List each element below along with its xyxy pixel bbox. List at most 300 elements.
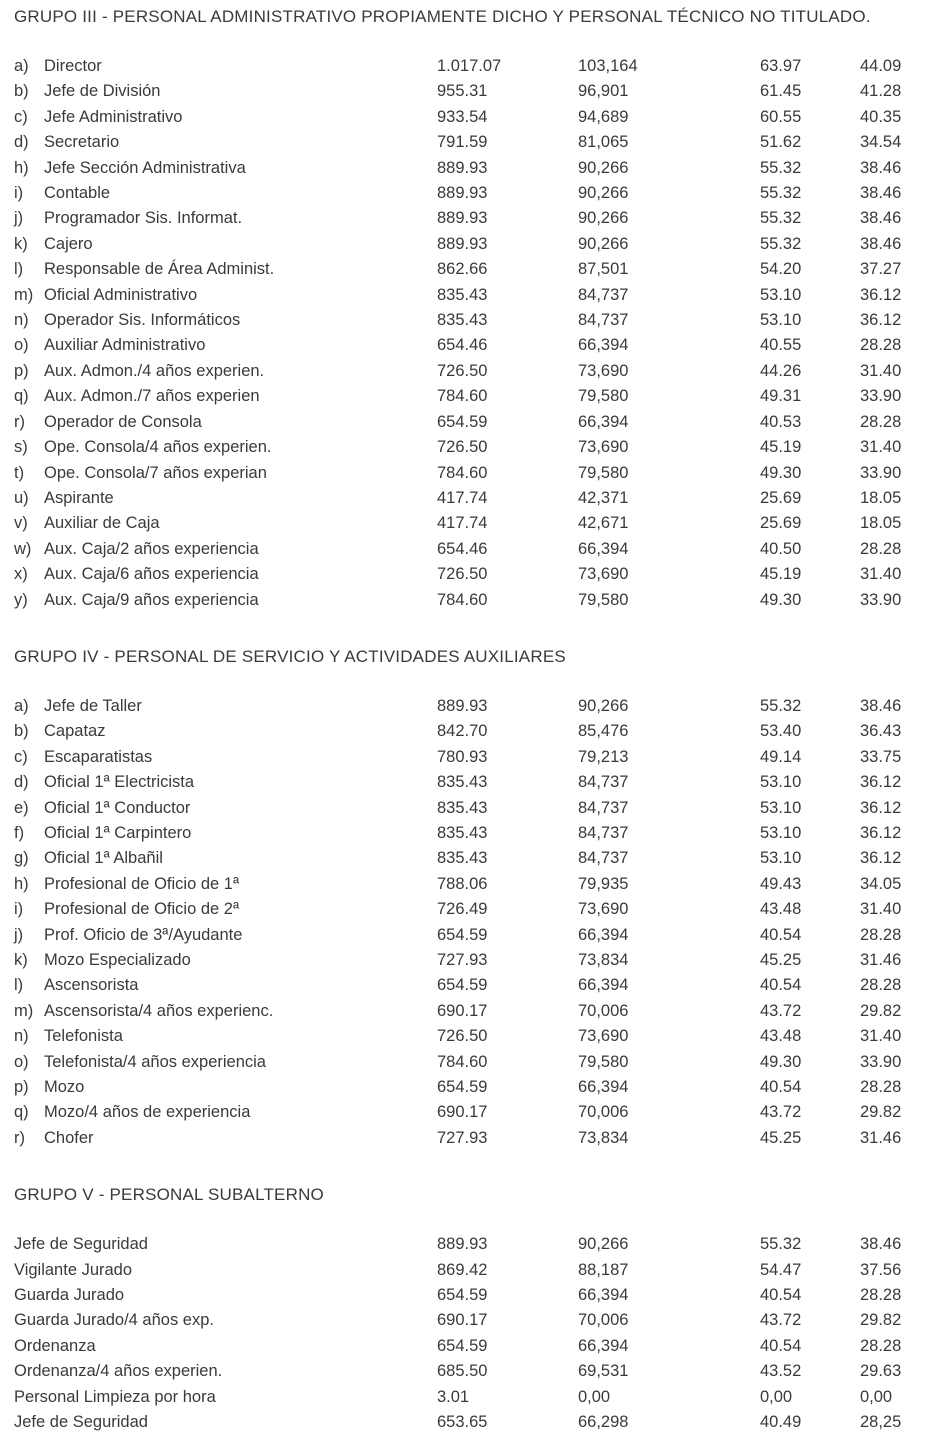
row-letter: e) — [14, 798, 29, 817]
row-value-col1: 654.46 — [437, 336, 488, 355]
table-row — [14, 308, 916, 333]
row-value-col4: 28.28 — [860, 1286, 902, 1305]
row-value-col1: 835.43 — [437, 823, 488, 842]
row-job-title: Guarda Jurado — [14, 1286, 125, 1305]
row-value-col4: 38.46 — [860, 158, 902, 177]
row-value-col2: 73,690 — [578, 900, 629, 919]
row-job-title: Jefe de División — [44, 82, 161, 101]
row-value-col3: 53.10 — [760, 285, 802, 304]
row-value-col2: 79,935 — [578, 874, 629, 893]
row-value-col1: 784.60 — [437, 1052, 488, 1071]
row-letter: n) — [14, 1027, 29, 1046]
table-row — [14, 359, 916, 384]
row-value-col1: 835.43 — [437, 311, 488, 330]
row-value-col2: 73,690 — [578, 361, 629, 380]
row-value-col4: 36.12 — [860, 823, 902, 842]
row-letter: k) — [14, 234, 28, 253]
row-job-title: Aspirante — [44, 488, 114, 507]
row-letter: b) — [14, 722, 29, 741]
row-value-col1: 835.43 — [437, 849, 488, 868]
row-job-title: Mozo — [44, 1078, 85, 1097]
row-letter: l) — [14, 976, 24, 995]
row-value-col1: 3.01 — [437, 1387, 470, 1406]
row-value-col2: 66,298 — [578, 1413, 629, 1432]
row-job-title: Jefe Administrativo — [44, 107, 183, 126]
row-value-col1: 417.74 — [437, 514, 488, 533]
table-row — [14, 770, 916, 795]
row-job-title: Director — [44, 57, 102, 75]
row-value-col4: 31.40 — [860, 565, 902, 584]
row-job-title: Aux. Admon./7 años experien — [44, 387, 260, 406]
table-row — [14, 1385, 916, 1410]
row-value-col1: 842.70 — [437, 722, 488, 741]
salary-table-document — [14, 6, 916, 1436]
row-job-title: Profesional de Oficio de 1ª — [44, 874, 240, 893]
row-value-col1: 654.59 — [437, 976, 488, 995]
row-value-col3: 0,00 — [760, 1387, 793, 1406]
table-row — [14, 694, 916, 719]
row-value-col1: 780.93 — [437, 747, 488, 766]
row-value-col3: 55.32 — [760, 234, 802, 253]
table-row — [14, 54, 916, 79]
row-value-col3: 51.62 — [760, 133, 802, 152]
row-job-title: Mozo/4 años de experiencia — [44, 1103, 251, 1122]
row-letter: p) — [14, 1078, 29, 1097]
row-value-col4: 38.46 — [860, 696, 902, 715]
row-value-col2: 90,266 — [578, 234, 629, 253]
row-value-col4: 29.82 — [860, 1001, 902, 1020]
table-row — [14, 1258, 916, 1283]
row-letter: i) — [14, 184, 24, 203]
row-letter: b) — [14, 82, 29, 101]
row-value-col1: 784.60 — [437, 387, 488, 406]
row-letter: g) — [14, 849, 29, 868]
table-row — [14, 923, 916, 948]
row-value-col4: 33.90 — [860, 463, 902, 482]
row-value-col1: 690.17 — [437, 1103, 488, 1122]
row-value-col2: 84,737 — [578, 285, 629, 304]
row-value-col1: 726.50 — [437, 438, 488, 457]
row-value-col4: 38.46 — [860, 1235, 902, 1254]
row-job-title: Personal Limpieza por hora — [14, 1387, 216, 1406]
row-value-col1: 933.54 — [437, 107, 488, 126]
table-row — [14, 1283, 916, 1308]
row-value-col3: 55.32 — [760, 184, 802, 203]
row-value-col2: 73,690 — [578, 1027, 629, 1046]
group-section — [14, 1184, 916, 1435]
row-value-col1: 889.93 — [437, 184, 488, 203]
row-letter: o) — [14, 336, 29, 355]
row-value-col1: 889.93 — [437, 1235, 488, 1254]
row-value-col3: 40.50 — [760, 539, 802, 558]
row-value-col2: 85,476 — [578, 722, 629, 741]
group-rows — [14, 694, 916, 1151]
row-letter: d) — [14, 773, 29, 792]
row-value-col3: 53.40 — [760, 722, 802, 741]
row-value-col2: 69,531 — [578, 1362, 629, 1381]
table-row — [14, 333, 916, 358]
row-value-col3: 40.49 — [760, 1413, 802, 1432]
row-value-col3: 49.30 — [760, 463, 802, 482]
row-value-col4: 34.05 — [860, 874, 902, 893]
group-rows — [14, 54, 916, 613]
row-letter: h) — [14, 158, 29, 177]
row-value-col2: 73,690 — [578, 565, 629, 584]
group-rows — [14, 1232, 916, 1435]
row-job-title: Oficial Administrativo — [44, 285, 198, 304]
row-value-col2: 70,006 — [578, 1103, 629, 1122]
row-value-col3: 40.55 — [760, 336, 802, 355]
row-value-col3: 49.30 — [760, 590, 802, 609]
row-value-col4: 37.56 — [860, 1260, 902, 1279]
row-value-col1: 690.17 — [437, 1001, 488, 1020]
row-job-title: Aux. Caja/6 años experiencia — [44, 565, 259, 584]
row-job-title: Oficial 1ª Carpintero — [44, 823, 192, 842]
row-letter: j) — [14, 925, 24, 944]
row-letter: q) — [14, 1103, 29, 1122]
row-value-col4: 40.35 — [860, 107, 902, 126]
row-value-col2: 103,164 — [578, 57, 638, 75]
row-value-col2: 81,065 — [578, 133, 629, 152]
row-value-col3: 60.55 — [760, 107, 802, 126]
table-row — [14, 588, 916, 613]
row-value-col3: 53.10 — [760, 773, 802, 792]
row-value-col4: 0,00 — [860, 1387, 893, 1406]
row-letter: d) — [14, 133, 29, 152]
row-value-col4: 28.28 — [860, 336, 902, 355]
row-value-col4: 31.40 — [860, 900, 902, 919]
row-job-title: Ope. Consola/7 años experian — [44, 463, 267, 482]
row-value-col2: 90,266 — [578, 696, 629, 715]
row-value-col3: 43.72 — [760, 1001, 802, 1020]
row-value-col4: 29.82 — [860, 1311, 902, 1330]
row-job-title: Jefe Sección Administrativa — [44, 158, 246, 177]
row-value-col1: 654.46 — [437, 539, 488, 558]
table-row — [14, 1410, 916, 1435]
row-value-col4: 33.90 — [860, 1052, 902, 1071]
row-value-col3: 40.54 — [760, 1286, 802, 1305]
row-value-col3: 40.53 — [760, 412, 802, 431]
row-value-col2: 73,690 — [578, 438, 629, 457]
row-value-col2: 79,213 — [578, 747, 629, 766]
row-value-col1: 955.31 — [437, 82, 488, 101]
row-value-col4: 31.46 — [860, 951, 902, 969]
row-value-col1: 889.93 — [437, 209, 488, 228]
row-value-col2: 87,501 — [578, 260, 629, 279]
row-value-col4: 28.28 — [860, 976, 902, 995]
row-value-col2: 70,006 — [578, 1001, 629, 1020]
row-letter: q) — [14, 387, 29, 406]
group-title: GRUPO IV - PERSONAL DE SERVICIO Y ACTIVIDADES AUXILIARES — [14, 646, 566, 666]
row-value-col4: 28.28 — [860, 1078, 902, 1097]
row-value-col3: 25.69 — [760, 514, 802, 533]
row-value-col2: 73,834 — [578, 951, 629, 969]
table-row — [14, 1308, 916, 1333]
row-value-col4: 28.28 — [860, 412, 902, 431]
row-job-title: Ascensorista — [44, 976, 139, 995]
row-value-col4: 34.54 — [860, 133, 902, 152]
row-job-title: Ordenanza — [14, 1336, 96, 1355]
row-value-col4: 37.27 — [860, 260, 902, 279]
row-job-title: Aux. Caja/9 años experiencia — [44, 590, 259, 609]
row-letter: r) — [14, 1128, 25, 1147]
row-value-col2: 0,00 — [578, 1387, 611, 1406]
row-value-col3: 43.72 — [760, 1311, 802, 1330]
row-job-title: Ope. Consola/4 años experien. — [44, 438, 272, 457]
row-value-col1: 889.93 — [437, 158, 488, 177]
row-job-title: Guarda Jurado/4 años exp. — [14, 1311, 214, 1330]
row-letter: x) — [14, 565, 28, 584]
row-value-col1: 653.65 — [437, 1413, 488, 1432]
row-value-col2: 79,580 — [578, 1052, 629, 1071]
row-value-col3: 43.72 — [760, 1103, 802, 1122]
group-section — [14, 646, 916, 1151]
row-value-col3: 63.97 — [760, 57, 802, 75]
row-job-title: Escaparatistas — [44, 747, 153, 766]
row-job-title: Auxiliar de Caja — [44, 514, 160, 533]
row-value-col3: 55.32 — [760, 209, 802, 228]
row-letter: a) — [14, 696, 29, 715]
row-value-col1: 835.43 — [437, 798, 488, 817]
row-job-title: Jefe de Taller — [44, 696, 142, 715]
row-letter: h) — [14, 874, 29, 893]
row-job-title: Mozo Especializado — [44, 951, 191, 969]
row-value-col3: 55.32 — [760, 158, 802, 177]
row-job-title: Aux. Caja/2 años experiencia — [44, 539, 259, 558]
table-row — [14, 105, 916, 130]
row-value-col3: 53.10 — [760, 311, 802, 330]
row-value-col4: 33.75 — [860, 747, 902, 766]
table-row — [14, 973, 916, 998]
row-value-col1: 690.17 — [437, 1311, 488, 1330]
row-value-col2: 66,394 — [578, 976, 629, 995]
row-letter: m) — [14, 1001, 34, 1020]
row-value-col1: 835.43 — [437, 773, 488, 792]
row-value-col1: 654.59 — [437, 925, 488, 944]
row-letter: p) — [14, 361, 29, 380]
row-job-title: Programador Sis. Informat. — [44, 209, 243, 228]
row-value-col1: 784.60 — [437, 463, 488, 482]
row-value-col4: 38.46 — [860, 234, 902, 253]
row-value-col3: 40.54 — [760, 976, 802, 995]
row-value-col1: 889.93 — [437, 234, 488, 253]
row-job-title: Prof. Oficio de 3ª/Ayudante — [44, 925, 243, 944]
table-row — [14, 1359, 916, 1384]
row-value-col3: 45.19 — [760, 438, 802, 457]
row-job-title: Auxiliar Administrativo — [44, 336, 206, 355]
row-job-title: Jefe de Seguridad — [14, 1235, 148, 1254]
table-row — [14, 796, 916, 821]
row-value-col1: 1.017.07 — [437, 57, 502, 75]
row-value-col1: 654.59 — [437, 1078, 488, 1097]
row-value-col1: 726.50 — [437, 565, 488, 584]
table-row — [14, 999, 916, 1024]
table-row — [14, 130, 916, 155]
row-value-col3: 43.48 — [760, 1027, 802, 1046]
row-value-col2: 79,580 — [578, 463, 629, 482]
row-value-col4: 31.40 — [860, 438, 902, 457]
row-job-title: Operador Sis. Informáticos — [44, 311, 241, 330]
row-value-col3: 54.47 — [760, 1260, 802, 1279]
table-row — [14, 181, 916, 206]
row-job-title: Operador de Consola — [44, 412, 202, 431]
row-value-col3: 45.25 — [760, 1128, 802, 1147]
table-row — [14, 562, 916, 587]
row-value-col4: 28.28 — [860, 1336, 902, 1355]
table-row — [14, 1075, 916, 1100]
row-job-title: Oficial 1ª Albañil — [44, 849, 163, 868]
row-value-col4: 36.12 — [860, 773, 902, 792]
row-value-col2: 66,394 — [578, 412, 629, 431]
row-value-col2: 42,371 — [578, 488, 629, 507]
table-row — [14, 719, 916, 744]
row-job-title: Capataz — [44, 722, 106, 741]
row-value-col4: 28,25 — [860, 1413, 902, 1432]
table-row — [14, 846, 916, 871]
row-value-col4: 44.09 — [860, 57, 902, 75]
row-value-col3: 45.19 — [760, 565, 802, 584]
table-row — [14, 206, 916, 231]
row-letter: r) — [14, 412, 25, 431]
row-letter: s) — [14, 438, 28, 457]
row-value-col1: 727.93 — [437, 951, 488, 969]
row-value-col4: 36.12 — [860, 311, 902, 330]
row-value-col3: 54.20 — [760, 260, 802, 279]
row-value-col1: 654.59 — [437, 412, 488, 431]
row-value-col1: 417.74 — [437, 488, 488, 507]
row-value-col2: 96,901 — [578, 82, 629, 101]
row-letter: c) — [14, 747, 28, 766]
row-value-col2: 84,737 — [578, 311, 629, 330]
row-value-col4: 18.05 — [860, 514, 902, 533]
row-value-col1: 726.50 — [437, 1027, 488, 1046]
table-row — [14, 897, 916, 922]
row-value-col3: 53.10 — [760, 849, 802, 868]
row-value-col3: 40.54 — [760, 1336, 802, 1355]
row-letter: n) — [14, 311, 29, 330]
row-value-col1: 862.66 — [437, 260, 488, 279]
row-value-col3: 45.25 — [760, 951, 802, 969]
table-row — [14, 537, 916, 562]
row-value-col2: 88,187 — [578, 1260, 629, 1279]
row-value-col3: 53.10 — [760, 798, 802, 817]
row-value-col4: 36.12 — [860, 285, 902, 304]
row-value-col3: 55.32 — [760, 1235, 802, 1254]
row-letter: u) — [14, 488, 29, 507]
row-job-title: Aux. Admon./4 años experien. — [44, 361, 265, 380]
row-job-title: Secretario — [44, 133, 120, 152]
group-title: GRUPO III - PERSONAL ADMINISTRATIVO PROPIAMENTE DICHO Y PERSONAL TÉCNICO NO TITULADO. — [14, 7, 871, 26]
row-job-title: Oficial 1ª Conductor — [44, 798, 191, 817]
row-value-col4: 31.46 — [860, 1128, 902, 1147]
row-job-title: Vigilante Jurado — [14, 1260, 133, 1279]
row-value-col4: 41.28 — [860, 82, 902, 101]
row-value-col4: 38.46 — [860, 209, 902, 228]
row-value-col3: 25.69 — [760, 488, 802, 507]
row-value-col2: 79,580 — [578, 387, 629, 406]
row-value-col4: 31.40 — [860, 1027, 902, 1046]
row-value-col2: 73,834 — [578, 1128, 629, 1147]
row-value-col1: 788.06 — [437, 874, 488, 893]
row-value-col2: 84,737 — [578, 849, 629, 868]
group-title: GRUPO V - PERSONAL SUBALTERNO — [14, 1185, 324, 1205]
row-value-col2: 84,737 — [578, 798, 629, 817]
row-job-title: Responsable de Área Administ. — [44, 260, 275, 279]
row-letter: o) — [14, 1052, 29, 1071]
row-value-col2: 66,394 — [578, 1078, 629, 1097]
row-job-title: Oficial 1ª Electricista — [44, 773, 195, 792]
row-value-col3: 44.26 — [760, 361, 802, 380]
row-value-col3: 43.48 — [760, 900, 802, 919]
table-row — [14, 1050, 916, 1075]
row-value-col1: 727.93 — [437, 1128, 488, 1147]
row-value-col3: 55.32 — [760, 696, 802, 715]
row-value-col1: 889.93 — [437, 696, 488, 715]
row-value-col2: 79,580 — [578, 590, 629, 609]
row-value-col1: 685.50 — [437, 1362, 488, 1381]
row-value-col2: 66,394 — [578, 336, 629, 355]
row-value-col2: 90,266 — [578, 158, 629, 177]
row-value-col1: 784.60 — [437, 590, 488, 609]
group-section — [14, 6, 916, 613]
row-value-col1: 654.59 — [437, 1336, 488, 1355]
row-letter: w) — [14, 539, 32, 558]
row-value-col2: 90,266 — [578, 209, 629, 228]
table-row — [14, 1232, 916, 1257]
table-row — [14, 872, 916, 897]
row-value-col3: 40.54 — [760, 1078, 802, 1097]
row-job-title: Jefe de Seguridad — [14, 1413, 148, 1432]
row-value-col3: 53.10 — [760, 823, 802, 842]
row-value-col2: 42,671 — [578, 514, 629, 533]
table-row — [14, 283, 916, 308]
row-value-col3: 49.43 — [760, 874, 802, 893]
row-value-col1: 835.43 — [437, 285, 488, 304]
table-row — [14, 156, 916, 181]
row-value-col3: 61.45 — [760, 82, 802, 101]
row-job-title: Telefonista/4 años experiencia — [44, 1052, 266, 1071]
row-job-title: Cajero — [44, 234, 93, 253]
row-job-title: Chofer — [44, 1128, 94, 1147]
table-row — [14, 745, 916, 770]
row-value-col4: 28.28 — [860, 925, 902, 944]
row-value-col2: 66,394 — [578, 1336, 629, 1355]
row-value-col2: 66,394 — [578, 539, 629, 558]
row-value-col4: 29.82 — [860, 1103, 902, 1122]
row-value-col2: 90,266 — [578, 1235, 629, 1254]
row-job-title: Ascensorista/4 años experienc. — [44, 1001, 274, 1020]
table-row — [14, 79, 916, 104]
row-value-col2: 70,006 — [578, 1311, 629, 1330]
table-row — [14, 232, 916, 257]
row-value-col4: 18.05 — [860, 488, 902, 507]
row-value-col3: 49.31 — [760, 387, 802, 406]
row-letter: a) — [14, 57, 29, 75]
row-value-col3: 40.54 — [760, 925, 802, 944]
row-value-col2: 84,737 — [578, 773, 629, 792]
row-value-col3: 49.30 — [760, 1052, 802, 1071]
table-row — [14, 461, 916, 486]
row-value-col4: 33.90 — [860, 590, 902, 609]
table-row — [14, 1126, 916, 1151]
row-job-title: Contable — [44, 184, 111, 203]
row-value-col4: 29.63 — [860, 1362, 902, 1381]
row-job-title: Ordenanza/4 años experien. — [14, 1362, 223, 1381]
row-value-col4: 28.28 — [860, 539, 902, 558]
table-row — [14, 1024, 916, 1049]
row-value-col3: 43.52 — [760, 1362, 802, 1381]
table-row — [14, 410, 916, 435]
